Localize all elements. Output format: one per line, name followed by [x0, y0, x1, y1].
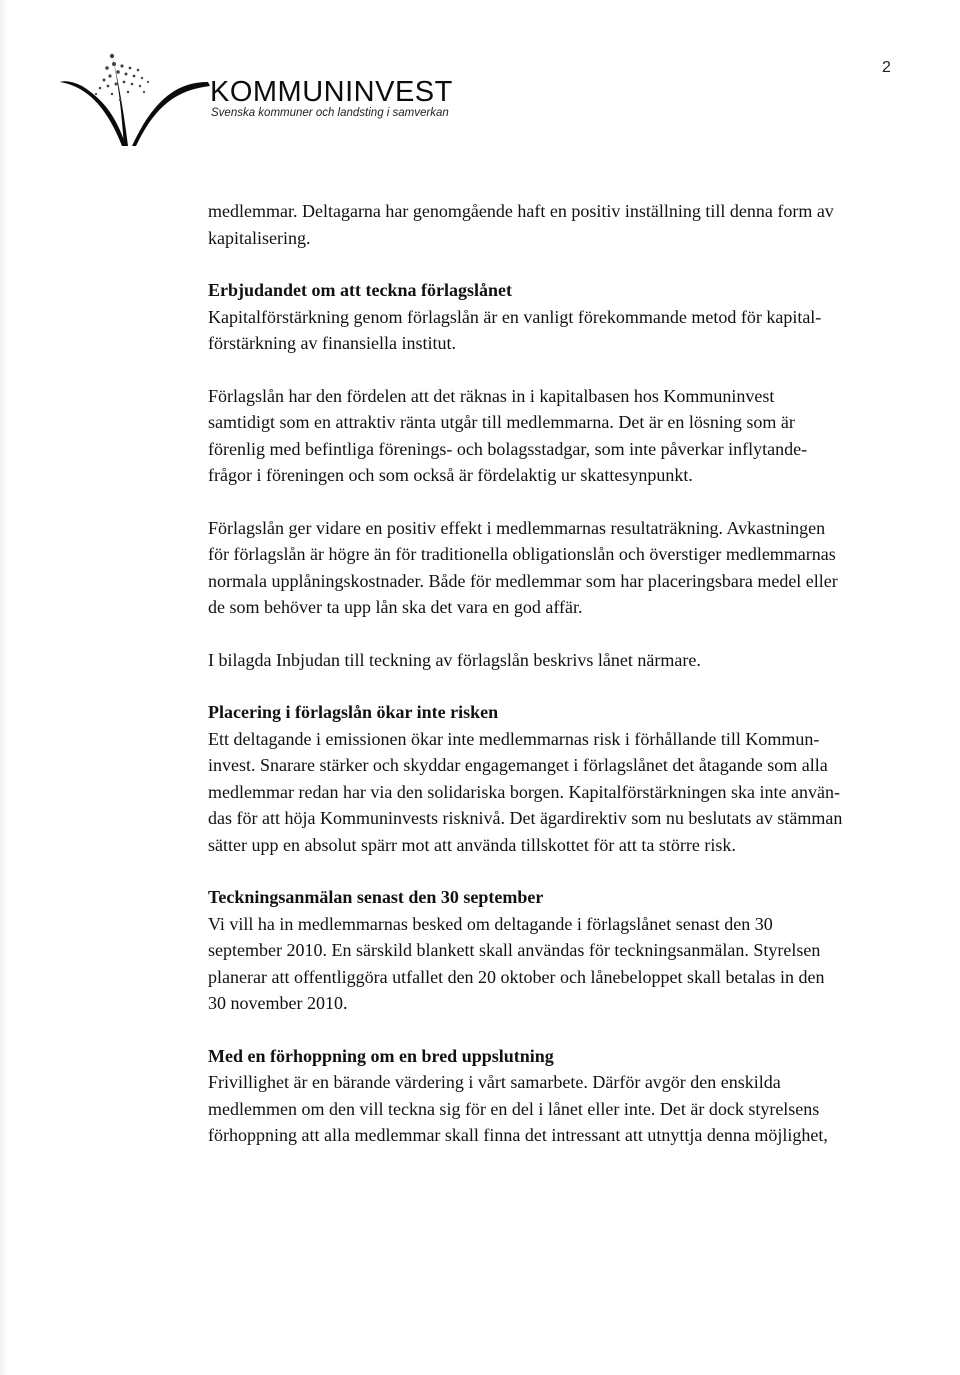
text-line: Förlagslån ger vidare en positiv effekt i medlemmarnas resultaträkning. Avkastningen [208, 517, 826, 538]
document-body [208, 198, 908, 1175]
text-line: Frivillighet är en bärande värdering i vårt samarbete. Därför avgör den enskilda [208, 1072, 781, 1092]
paragraph-resultatrakning [208, 515, 908, 621]
text-line: frågor i föreningen och som också är fördelaktig ur skattesynpunkt. [208, 465, 693, 485]
section-forhoppning [208, 1043, 908, 1149]
section-heading: Erbjudandet om att teckna förlagslånet [208, 280, 512, 300]
section-heading: Teckningsanmälan senast den 30 september [208, 887, 544, 907]
section-erbjudandet [208, 277, 908, 357]
text-line: samtidigt som en attraktiv ränta utgår till medlemmarna. Det är en lösning som är [208, 412, 795, 432]
section-heading: Placering i förlagslån ökar inte risken [208, 702, 499, 722]
text-line: 30 november 2010. [208, 993, 348, 1013]
text-line: das för att höja Kommuninvests risknivå. Det ägardirektiv som nu beslutats av stämman [208, 808, 843, 828]
text-line: medlemmen om den vill teckna sig för en del i lånet eller inte. Det är dock styrelsens [208, 1098, 820, 1119]
text-line: september 2010. En särskild blankett skall användas för teckningsanmälan. Styrelsen [208, 940, 821, 960]
section-placering [208, 699, 908, 858]
text-line: medlemmar redan har via den solidariska borgen. Kapitalförstärkningen ska inte använ- [208, 781, 840, 802]
text-line: Ett deltagande i emissionen ökar inte medlemmarnas risk i förhållande till Kommun- [208, 728, 820, 749]
text-line: invest. Snarare stärker och skyddar engagemanget i förlagslånet det åtagande som alla [208, 755, 828, 775]
organization-tagline: Svenska kommuner och landsting i samverkan [211, 107, 449, 119]
organization-name: KOMMUNINVEST [210, 76, 453, 108]
section-heading: Med en förhoppning om en bred uppslutning [208, 1045, 554, 1066]
paragraph-bilaga [208, 647, 908, 674]
intro-paragraph [208, 198, 908, 251]
text-line: förstärkning av finansiella institut. [208, 333, 456, 353]
text-line: förhoppning att alla medlemmar skall finna det intressant att utnyttja denna möjlighet, [208, 1125, 828, 1145]
text-line: för förlagslån är högre än för traditionella obligationslån och överstiger medlemmarnas [208, 544, 836, 564]
text-line: kapitalisering. [208, 227, 311, 248]
text-line: Förlagslån har den fördelen att det räknas in i kapitalbasen hos Kommuninvest [208, 385, 775, 406]
text-line: medlemmar. Deltagarna har genomgående haft en positiv inställning till denna form av [208, 201, 834, 221]
text-line: normala upplåningskostnader. Både för medlemmar som har placeringsbara medel eller [208, 570, 838, 591]
paragraph-kapitalbasen [208, 383, 908, 489]
scan-edge-shadow [0, 0, 8, 1375]
text-line: Vi vill ha in medlemmarnas besked om deltagande i förlagslånet senast den 30 [208, 913, 773, 934]
text-line: förenlig med befintliga förenings- och bolagsstadgar, som inte påverkar inflytande- [208, 438, 808, 459]
text-line: de som behöver ta upp lån ska det vara en god affär. [208, 597, 583, 617]
page-number: 2 [882, 59, 891, 76]
section-teckningsanmalan [208, 884, 908, 1017]
text-line: planerar att offentliggöra utfallet den 20 oktober och lånebeloppet skall betalas in den [208, 966, 825, 987]
bird-wing-logo-icon [52, 42, 212, 154]
text-line: sätter upp en absolut spärr mot att använda tillskottet för att ta större risk. [208, 834, 736, 855]
text-line: Kapitalförstärkning genom förlagslån är en vanligt förekommande metod för kapital- [208, 306, 822, 327]
text-line: I bilagda Inbjudan till teckning av förlagslån beskrivs lånet närmare. [208, 649, 701, 670]
